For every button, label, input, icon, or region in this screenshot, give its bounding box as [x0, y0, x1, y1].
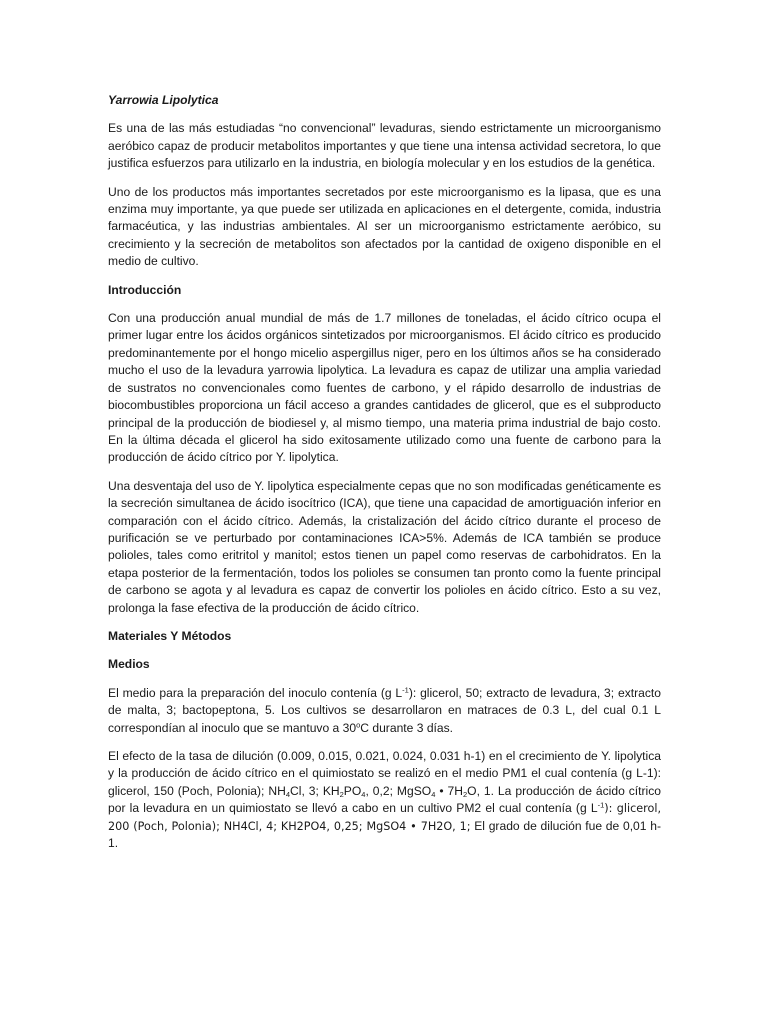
introduccion-heading: Introducción: [108, 282, 182, 297]
medio-sup-unit: -1: [402, 685, 409, 695]
materiales-heading: Materiales Y Métodos: [108, 628, 232, 643]
dilucion-text-h: El grado de dilución fue de 0,01 h-1.: [108, 818, 661, 851]
intro-paragraph-2: Uno de los productos más importantes secretados por este microorganismo es la lipasa, que es una enzima muy importante, ya que puede ser utilizada en aplicaciones en el detergente, comida, industria farmacéutica, y las industrias ambientales. Al ser un microorganismo estrictamente aeróbico, su crecimiento y la secreción de metabolitos son afectados por la cantidad de oxigeno disponible en el medio de cultivo.: [108, 184, 661, 269]
document-title: Yarrowia Lipolytica: [108, 93, 219, 107]
dilucion-text-a: El efecto de la tasa de dilución (0.009, 0.015, 0.021, 0.024, 0.031 h-1) en el crecimiento de Y. lipolytica y la producción de ácido cítrico en el quimiostato se realizó en el medio PM1 el cual contenía (g L-1): glicerol, 150 (Poch, Polonia); NH: [108, 749, 661, 798]
dilucion-sub-1: 4: [285, 789, 291, 799]
dilucion-sub-2: 2: [339, 789, 344, 799]
dilucion-sub-3: 4: [361, 789, 366, 799]
medio-paragraph: [108, 685, 661, 737]
dilucion-text-b: Cl, 3; KH: [290, 783, 340, 798]
medio-sup-degree: o: [356, 720, 361, 730]
dilucion-paragraph: [108, 748, 661, 852]
dilucion-sub-5: 2: [462, 789, 468, 799]
intro-paragraph-1: Es una de las más estudiadas “no convencional” levaduras, siendo estrictamente un microorganismo aeróbico capaz de producir metabolitos importantes y que tiene una intensa actividad secretora, lo que justifica esfuerzos para utilizarlo en la industria, en biología molecular y en los estudios de la genética.: [108, 121, 661, 171]
introduccion-paragraph-1: Con una producción anual mundial de más de 1.7 millones de toneladas, el ácido cítrico ocupa el primer lugar entre los ácidos orgánicos sintetizados por microorganismos. El ácido cítrico es producido predominantemente por el hongo micelio aspergillus niger, pero en los últimos años se ha considerado mucho el uso de la levadura yarrowia lipolytica. La levadura es capaz de utilizar una amplia variedad de sustratos no convencionales como fuentes de carbono, y el rápido desarrollo de industrias de biocombustibles proporciona un fácil acceso a grandes cantidades de glicerol, que es el subproducto principal de la producción de biodiesel y, al mismo tiempo, una materia prima industrial de bajo costo. En la última década el glicerol ha sido exitosamente utilizado como una fuente de carbono para la producción de ácido cítrico por Y. lipolytica.: [108, 311, 661, 465]
dilucion-sub-4: 4: [431, 789, 436, 799]
medios-subheading: Medios: [108, 657, 150, 672]
dilucion-text-d: , 0,2; MgSO: [365, 783, 432, 798]
dilucion-text-f: O, 1. La producción de ácido cítrico por la levadura en un quimiostato se llevó a cabo en un cultivo PM2 el cual contenía (g L: [108, 783, 662, 816]
medio-text-a: El medio para la preparación del inoculo contenía (g L: [108, 685, 403, 700]
dilucion-text-g: ): glicerol, 200 (Poch, Polonia); NH4Cl, 4; KH2PO4, 0,25; MgSO4 • 7H2O, 1;: [108, 802, 662, 833]
dilucion-text-e: • 7H: [435, 783, 463, 798]
dilucion-sup-unit: -1: [597, 800, 605, 810]
dilucion-text-c: PO: [343, 783, 362, 798]
introduccion-paragraph-2: Una desventaja del uso de Y. lipolytica especialmente cepas que no son modificadas genéticamente es la secreción simultanea de ácido isocítrico (ICA), que tiene una capacidad de amortiguación inferior en comparación con el ácido cítrico. Además, la cristalización del ácido cítrico durante el proceso de purificación se ve perturbado por contaminaciones ICA>5%. Además de ICA también se produce polioles, tales como eritritol y manitol; estos tienen un papel como reservas de carbohidratos. En la etapa posterior de la fermentación, todos los polioles se consumen tan pronto como la fuente principal de carbono se agota y al levadura es capaz de convertir los polioles en ácido cítrico. Esto a su vez, prolonga la fase efectiva de la producción de ácido cítrico.: [108, 478, 661, 615]
medio-text-b: ): glicerol, 50; extracto de levadura, 3; extracto de malta, 3; bactopeptona, 5. Los cultivos se desarrollaron en matraces de 0.3 L, del cual 0.1 L correspondían al inoculo que se mantuvo a 30: [108, 685, 661, 735]
medio-text-c: C durante 3 días.: [360, 720, 454, 735]
